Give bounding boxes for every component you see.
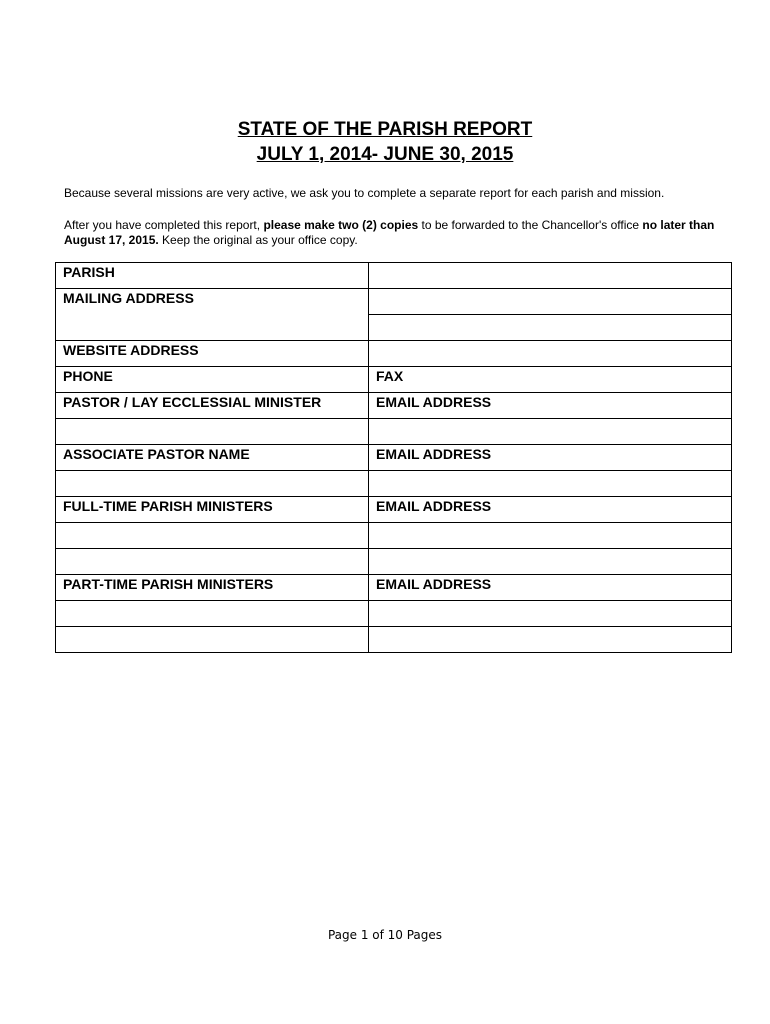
table-row xyxy=(56,549,732,575)
instructions-deadline: no later than August 17, 2015. xyxy=(64,218,715,247)
full-time-email-header: EMAIL ADDRESS xyxy=(369,497,732,523)
part-time-ministers-header: PART-TIME PARISH MINISTERS xyxy=(56,575,369,601)
pastor-email-field[interactable] xyxy=(369,419,732,445)
full-time-minister-email-field-2[interactable] xyxy=(369,549,732,575)
phone-field[interactable]: PHONE xyxy=(56,367,369,393)
instructions-paragraph xyxy=(64,218,724,248)
instructions-copies: please make two (2) copies xyxy=(263,218,419,232)
table-row xyxy=(56,263,732,289)
part-time-email-header: EMAIL ADDRESS xyxy=(369,575,732,601)
full-time-minister-email-field-1[interactable] xyxy=(369,523,732,549)
website-address-field[interactable] xyxy=(369,341,732,367)
table-row xyxy=(56,627,732,653)
full-time-ministers-header: FULL-TIME PARISH MINISTERS xyxy=(56,497,369,523)
pastor-email-header: EMAIL ADDRESS xyxy=(369,393,732,419)
table-row xyxy=(56,445,732,471)
parish-label: PARISH xyxy=(56,263,369,289)
table-row xyxy=(56,289,732,315)
associate-pastor-name-field[interactable] xyxy=(56,471,369,497)
instructions-text-2: to be forwarded to the Chancellor's office xyxy=(418,218,643,232)
fax-field[interactable]: FAX xyxy=(369,367,732,393)
mailing-address-label: MAILING ADDRESS xyxy=(56,289,369,341)
table-row xyxy=(56,419,732,445)
part-time-minister-email-field-1[interactable] xyxy=(369,601,732,627)
website-address-label: WEBSITE ADDRESS xyxy=(56,341,369,367)
full-time-minister-name-field-2[interactable] xyxy=(56,549,369,575)
intro-paragraph: Because several missions are very active, we ask you to complete a separate report for each parish and mission. xyxy=(64,186,665,200)
table-row xyxy=(56,367,732,393)
mailing-address-field-2[interactable] xyxy=(369,315,732,341)
report-title: STATE OF THE PARISH REPORT xyxy=(237,119,533,140)
pastor-name-field[interactable] xyxy=(56,419,369,445)
parish-field[interactable] xyxy=(369,263,732,289)
table-row xyxy=(56,393,732,419)
mailing-address-field-1[interactable] xyxy=(369,289,732,315)
instructions-text-3: Keep the original as your office copy. xyxy=(158,233,358,247)
instructions-text-1: After you have completed this report, xyxy=(64,218,264,232)
table-row xyxy=(56,497,732,523)
pastor-header: PASTOR / LAY ECCLESSIAL MINISTER xyxy=(56,393,369,419)
associate-email-header: EMAIL ADDRESS xyxy=(369,445,732,471)
part-time-minister-email-field-2[interactable] xyxy=(369,627,732,653)
table-row xyxy=(56,471,732,497)
full-time-minister-name-field-1[interactable] xyxy=(56,523,369,549)
table-row xyxy=(56,575,732,601)
part-time-minister-name-field-1[interactable] xyxy=(56,601,369,627)
table-row xyxy=(56,341,732,367)
table-row xyxy=(56,523,732,549)
associate-pastor-email-field[interactable] xyxy=(369,471,732,497)
parish-info-form xyxy=(55,262,732,653)
associate-pastor-header: ASSOCIATE PASTOR NAME xyxy=(56,445,369,471)
page-number: Page 1 of 10 Pages xyxy=(327,928,443,942)
table-row xyxy=(56,601,732,627)
report-date-range: JULY 1, 2014- JUNE 30, 2015 xyxy=(256,144,514,165)
part-time-minister-name-field-2[interactable] xyxy=(56,627,369,653)
